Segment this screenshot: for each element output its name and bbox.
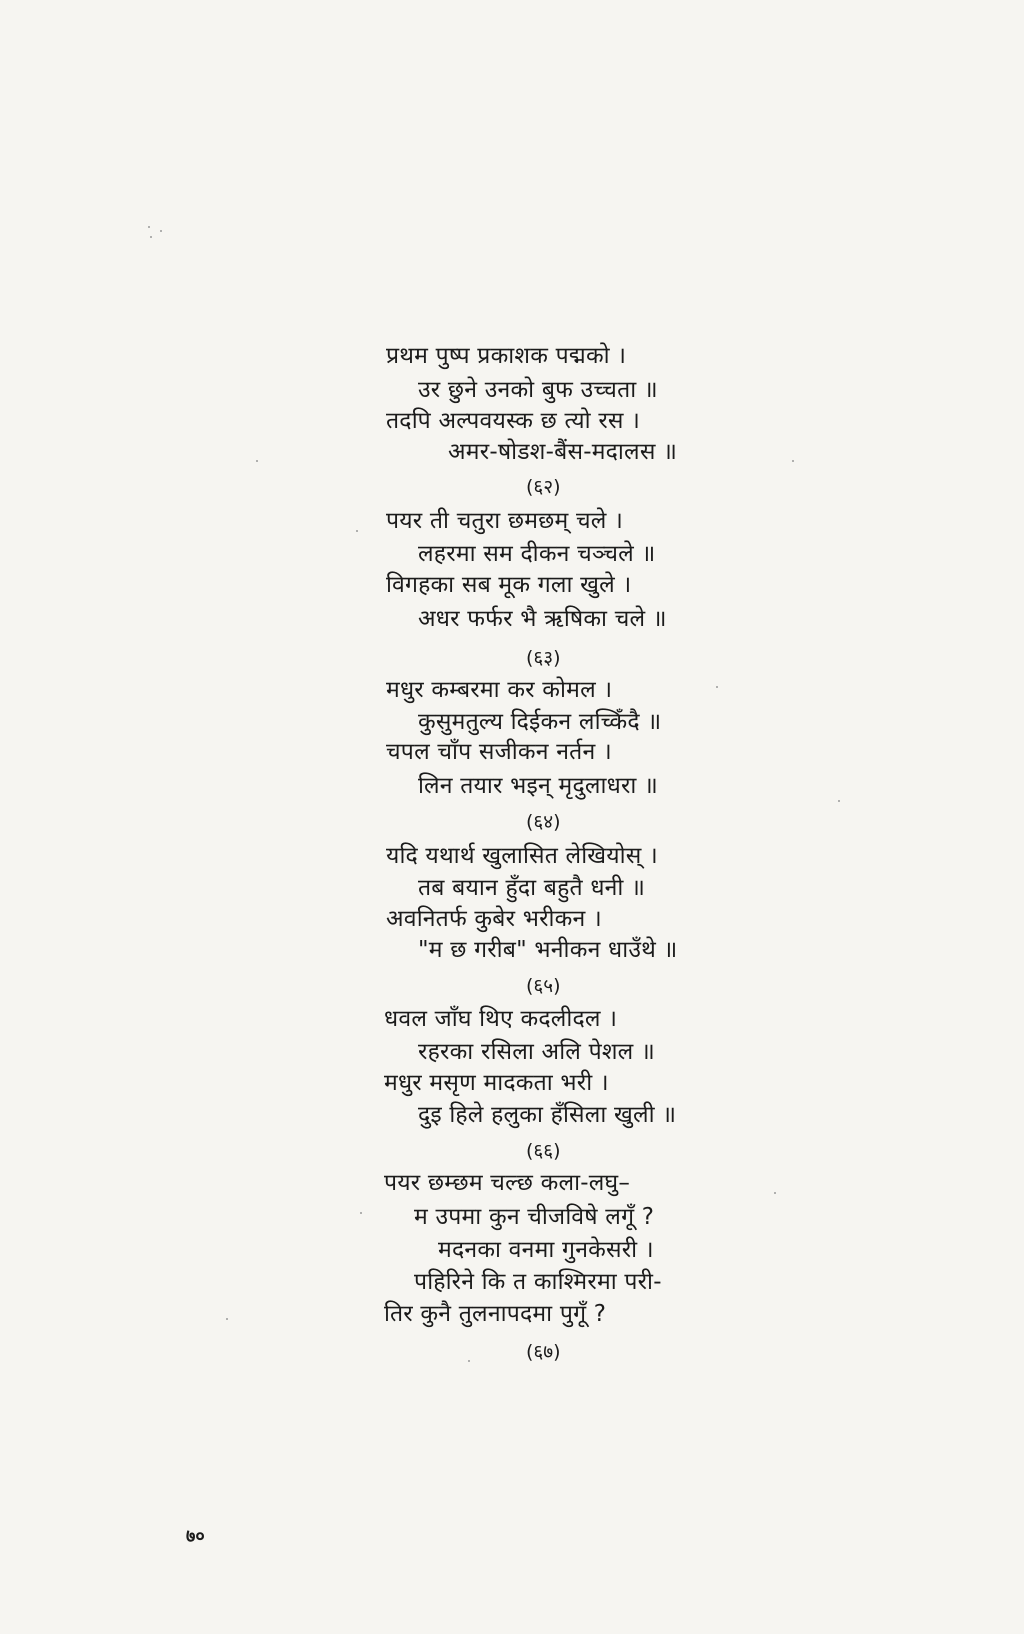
scan-speck bbox=[468, 1360, 470, 1362]
scan-speck bbox=[838, 800, 840, 802]
verse-number-64: (६४) bbox=[526, 811, 561, 833]
scan-speck bbox=[148, 226, 150, 228]
verse-66-line-4: दुइ हिले हलुका हँसिला खुली ॥ bbox=[418, 1102, 677, 1128]
verse-64-line-3: चपल चाँप सजीकन नर्तन । bbox=[386, 739, 612, 765]
verse-number-66: (६६) bbox=[526, 1140, 561, 1162]
scan-speck bbox=[150, 236, 152, 238]
page-number: ७० bbox=[186, 1526, 205, 1547]
verse-67-line-1: पयर छम्छम चल्छ कला-लघु– bbox=[384, 1170, 631, 1196]
verse-63-line-1: पयर ती चतुरा छमछम् चले । bbox=[386, 508, 623, 534]
verse-64-line-2: कुसुमतुल्य दिईकन लच्किँदै ॥ bbox=[418, 709, 662, 735]
verse-63-line-4: अधर फर्फर भै ऋषिका चले ॥ bbox=[418, 606, 667, 632]
verse-67-line-5: तिर कुनै तुलनापदमा पुगूँ ? bbox=[384, 1301, 607, 1327]
verse-67-line-4: पहिरिने कि त काश्मिरमा परी- bbox=[414, 1269, 662, 1295]
scan-speck bbox=[256, 460, 258, 462]
verse-62-line-2: उर छुने उनको बुफ उच्चता ॥ bbox=[418, 377, 658, 403]
scan-speck bbox=[774, 1192, 776, 1194]
verse-62-line-1: प्रथम पुष्प प्रकाशक पद्मको । bbox=[386, 343, 627, 369]
verse-67-line-2: म उपमा कुन चीजविषे लगूँ ? bbox=[414, 1204, 655, 1230]
verse-67-line-3: मदनका वनमा गुनकेसरी । bbox=[438, 1237, 654, 1263]
verse-number-63: (६३) bbox=[526, 647, 561, 669]
scan-speck bbox=[716, 686, 718, 688]
verse-65-line-3: अवनितर्फ कुबेर भरीकन । bbox=[386, 906, 602, 932]
verse-65-line-1: यदि यथार्थ खुलासित लेखियोस् । bbox=[386, 843, 658, 869]
verse-66-line-1: धवल जाँघ थिए कदलीदल । bbox=[384, 1006, 618, 1032]
verse-number-62: (६२) bbox=[526, 476, 561, 498]
scan-speck bbox=[356, 530, 358, 532]
verse-number-67: (६७) bbox=[526, 1341, 561, 1363]
verse-63-line-2: लहरमा सम दीकन चञ्चले ॥ bbox=[418, 541, 656, 567]
verse-64-line-1: मधुर कम्बरमा कर कोमल । bbox=[386, 677, 613, 703]
verse-65-line-4: "म छ गरीब" भनीकन धाउँथे ॥ bbox=[418, 937, 678, 963]
scan-speck bbox=[792, 460, 794, 462]
verse-number-65: (६५) bbox=[526, 975, 561, 997]
verse-66-line-2: रहरका रसिला अलि पेशल ॥ bbox=[418, 1039, 655, 1065]
verse-66-line-3: मधुर मसृण मादकता भरी । bbox=[384, 1070, 609, 1096]
scan-speck bbox=[360, 1212, 362, 1214]
verse-64-line-4: लिन तयार भइन् मृदुलाधरा ॥ bbox=[418, 773, 659, 799]
verse-63-line-3: विगहका सब मूक गला खुले । bbox=[386, 572, 632, 598]
scan-speck bbox=[160, 230, 162, 232]
verse-65-line-2: तब बयान हुँदा बहुतै धनी ॥ bbox=[418, 875, 646, 901]
scan-speck bbox=[226, 1318, 228, 1320]
verse-62-line-4: अमर-षोडश-बैंस-मदालस ॥ bbox=[448, 439, 678, 465]
verse-62-line-3: तदपि अल्पवयस्क छ त्यो रस । bbox=[386, 408, 641, 434]
